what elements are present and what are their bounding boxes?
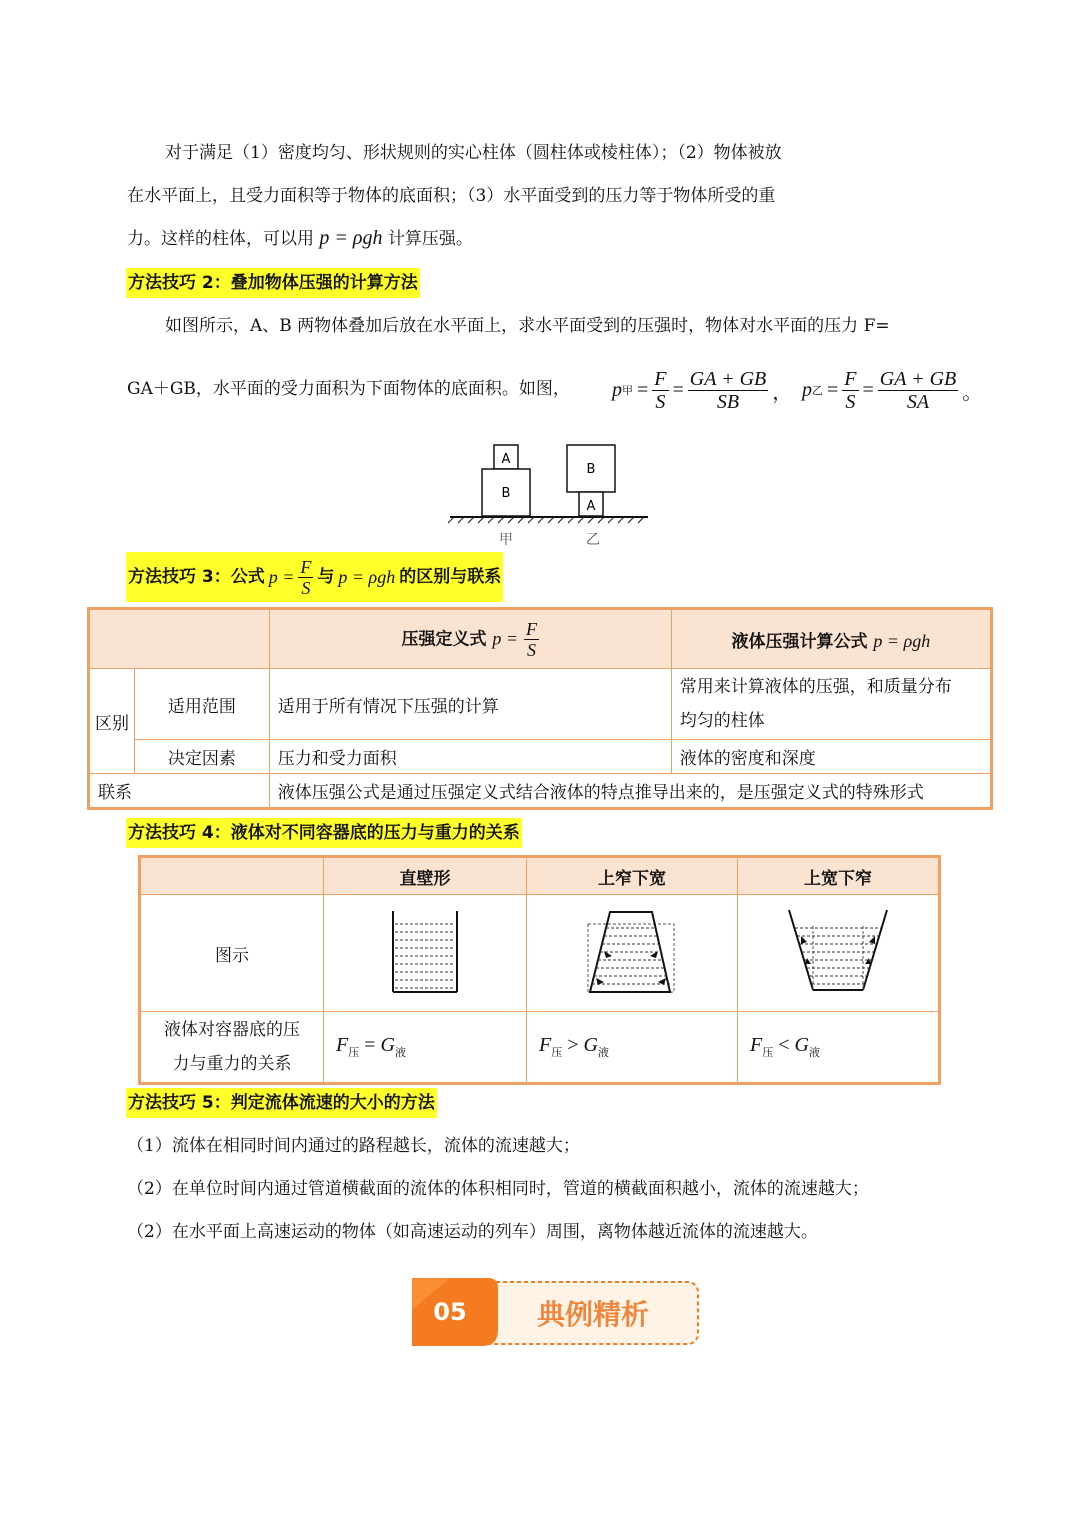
header-liquid-formula: 液体压强计算公式 p = ρgh (671, 609, 991, 669)
cell-relation: 液体压强公式是通过压强定义式结合液体的特点推导出来的，是压强定义式的特殊形式 (269, 774, 991, 809)
row-label-scope: 适用范围 (135, 669, 270, 740)
header-straight-wall: 直壁形 (324, 857, 527, 895)
header-narrow-top: 上窄下宽 (527, 857, 738, 895)
method2-para-2: GA＋GB，水平面的受力面积为下面物体的底面积。如图， (127, 379, 570, 399)
formula-rho-g-h: p = ρgh (319, 227, 383, 249)
method2-title: 方法技巧 2：叠加物体压强的计算方法 (126, 268, 420, 298)
wide-top-container-icon (783, 906, 893, 996)
badge-number: 05 (433, 1298, 467, 1326)
intro-line-2: 在水平面上，且受力面积等于物体的底面积；（3）水平面受到的压力等于物体所受的重 (127, 186, 776, 206)
yi-label-b: B (586, 462, 596, 477)
cell-relation-less: $F_压 < G_液$ (738, 1012, 940, 1084)
cell-factors-definition: 压力和受力面积 (269, 740, 671, 774)
stacked-blocks-figure (446, 440, 656, 550)
formula-comparison-table (87, 607, 993, 810)
group-label-difference: 区别 (89, 669, 135, 774)
cell-narrow-top-diagram (527, 895, 738, 1012)
cell-relation-equal: $F_压 = G_液$ (324, 1012, 527, 1084)
method5-title: 方法技巧 5：判定流体流速的大小的方法 (126, 1088, 437, 1118)
yi-label-a: A (586, 499, 596, 514)
container-force-table (138, 855, 941, 1085)
caption-yi: 乙 (586, 532, 600, 548)
jia-label-a: A (501, 452, 511, 467)
straight-container-icon (385, 906, 465, 996)
narrow-top-container-icon (582, 906, 682, 996)
cell-scope-definition: 适用于所有情况下压强的计算 (269, 669, 671, 740)
cell-scope-liquid: 常用来计算液体的压强，和质量分布 均匀的柱体 (671, 669, 991, 740)
header-wide-top: 上宽下窄 (738, 857, 940, 895)
method5-item-2: （2）在单位时间内通过管道横截面的流体的体积相同时，管道的横截面积越小，流体的流速越大； (127, 1179, 869, 1199)
jia-label-b: B (501, 486, 511, 501)
caption-jia: 甲 (499, 532, 513, 548)
method5-item-1: （1）流体在相同时间内通过的路程越长，流体的流速越大； (127, 1136, 580, 1156)
method2-para-1: 如图所示，A、B 两物体叠加后放在水平面上，求水平面受到的压强时，物体对水平面的压力 F= (165, 316, 890, 336)
row-label-relation: 联系 (89, 774, 270, 809)
cell-wide-top-diagram (738, 895, 940, 1012)
method3-title: 方法技巧 3：公式 p = $\frac{F}{S}$ 与 p = ρgh 的区别与联系 (126, 552, 503, 602)
cell-straight-diagram (324, 895, 527, 1012)
cell-relation-greater: $F_压 > G_液$ (527, 1012, 738, 1084)
cell-factors-liquid: 液体的密度和深度 (671, 740, 991, 774)
method5-item-3: （2）在水平面上高速运动的物体（如高速运动的列车）周围，离物体越近流体的流速越大。 (127, 1222, 818, 1242)
pressure-formula-yi: p 乙 = $\frac{F}{S}$ = $\frac{GA + GB}{SA}$ 。 (802, 367, 983, 413)
badge-label: 典例精析 (536, 1298, 650, 1331)
section-badge (410, 1270, 702, 1350)
row-label-diagram: 图示 (140, 895, 324, 1012)
row-label-factors: 决定因素 (135, 740, 270, 774)
intro-line-1: 对于满足（1）密度均匀、形状规则的实心柱体（圆柱体或棱柱体）；（2）物体被放 (165, 143, 782, 163)
intro-line-3: 力。这样的柱体，可以用 p = ρgh 计算压强。 (127, 227, 473, 249)
method4-title: 方法技巧 4：液体对不同容器底的压力与重力的关系 (126, 818, 522, 848)
header-definition-formula: 压强定义式 p = $\frac{F}{S}$ (269, 609, 671, 669)
row-label-relation: 液体对容器底的压 力与重力的关系 (140, 1012, 324, 1084)
pressure-formula-jia: p 甲 = $\frac{F}{S}$ = $\frac{GA + GB}{SB}$ ， (612, 367, 793, 413)
